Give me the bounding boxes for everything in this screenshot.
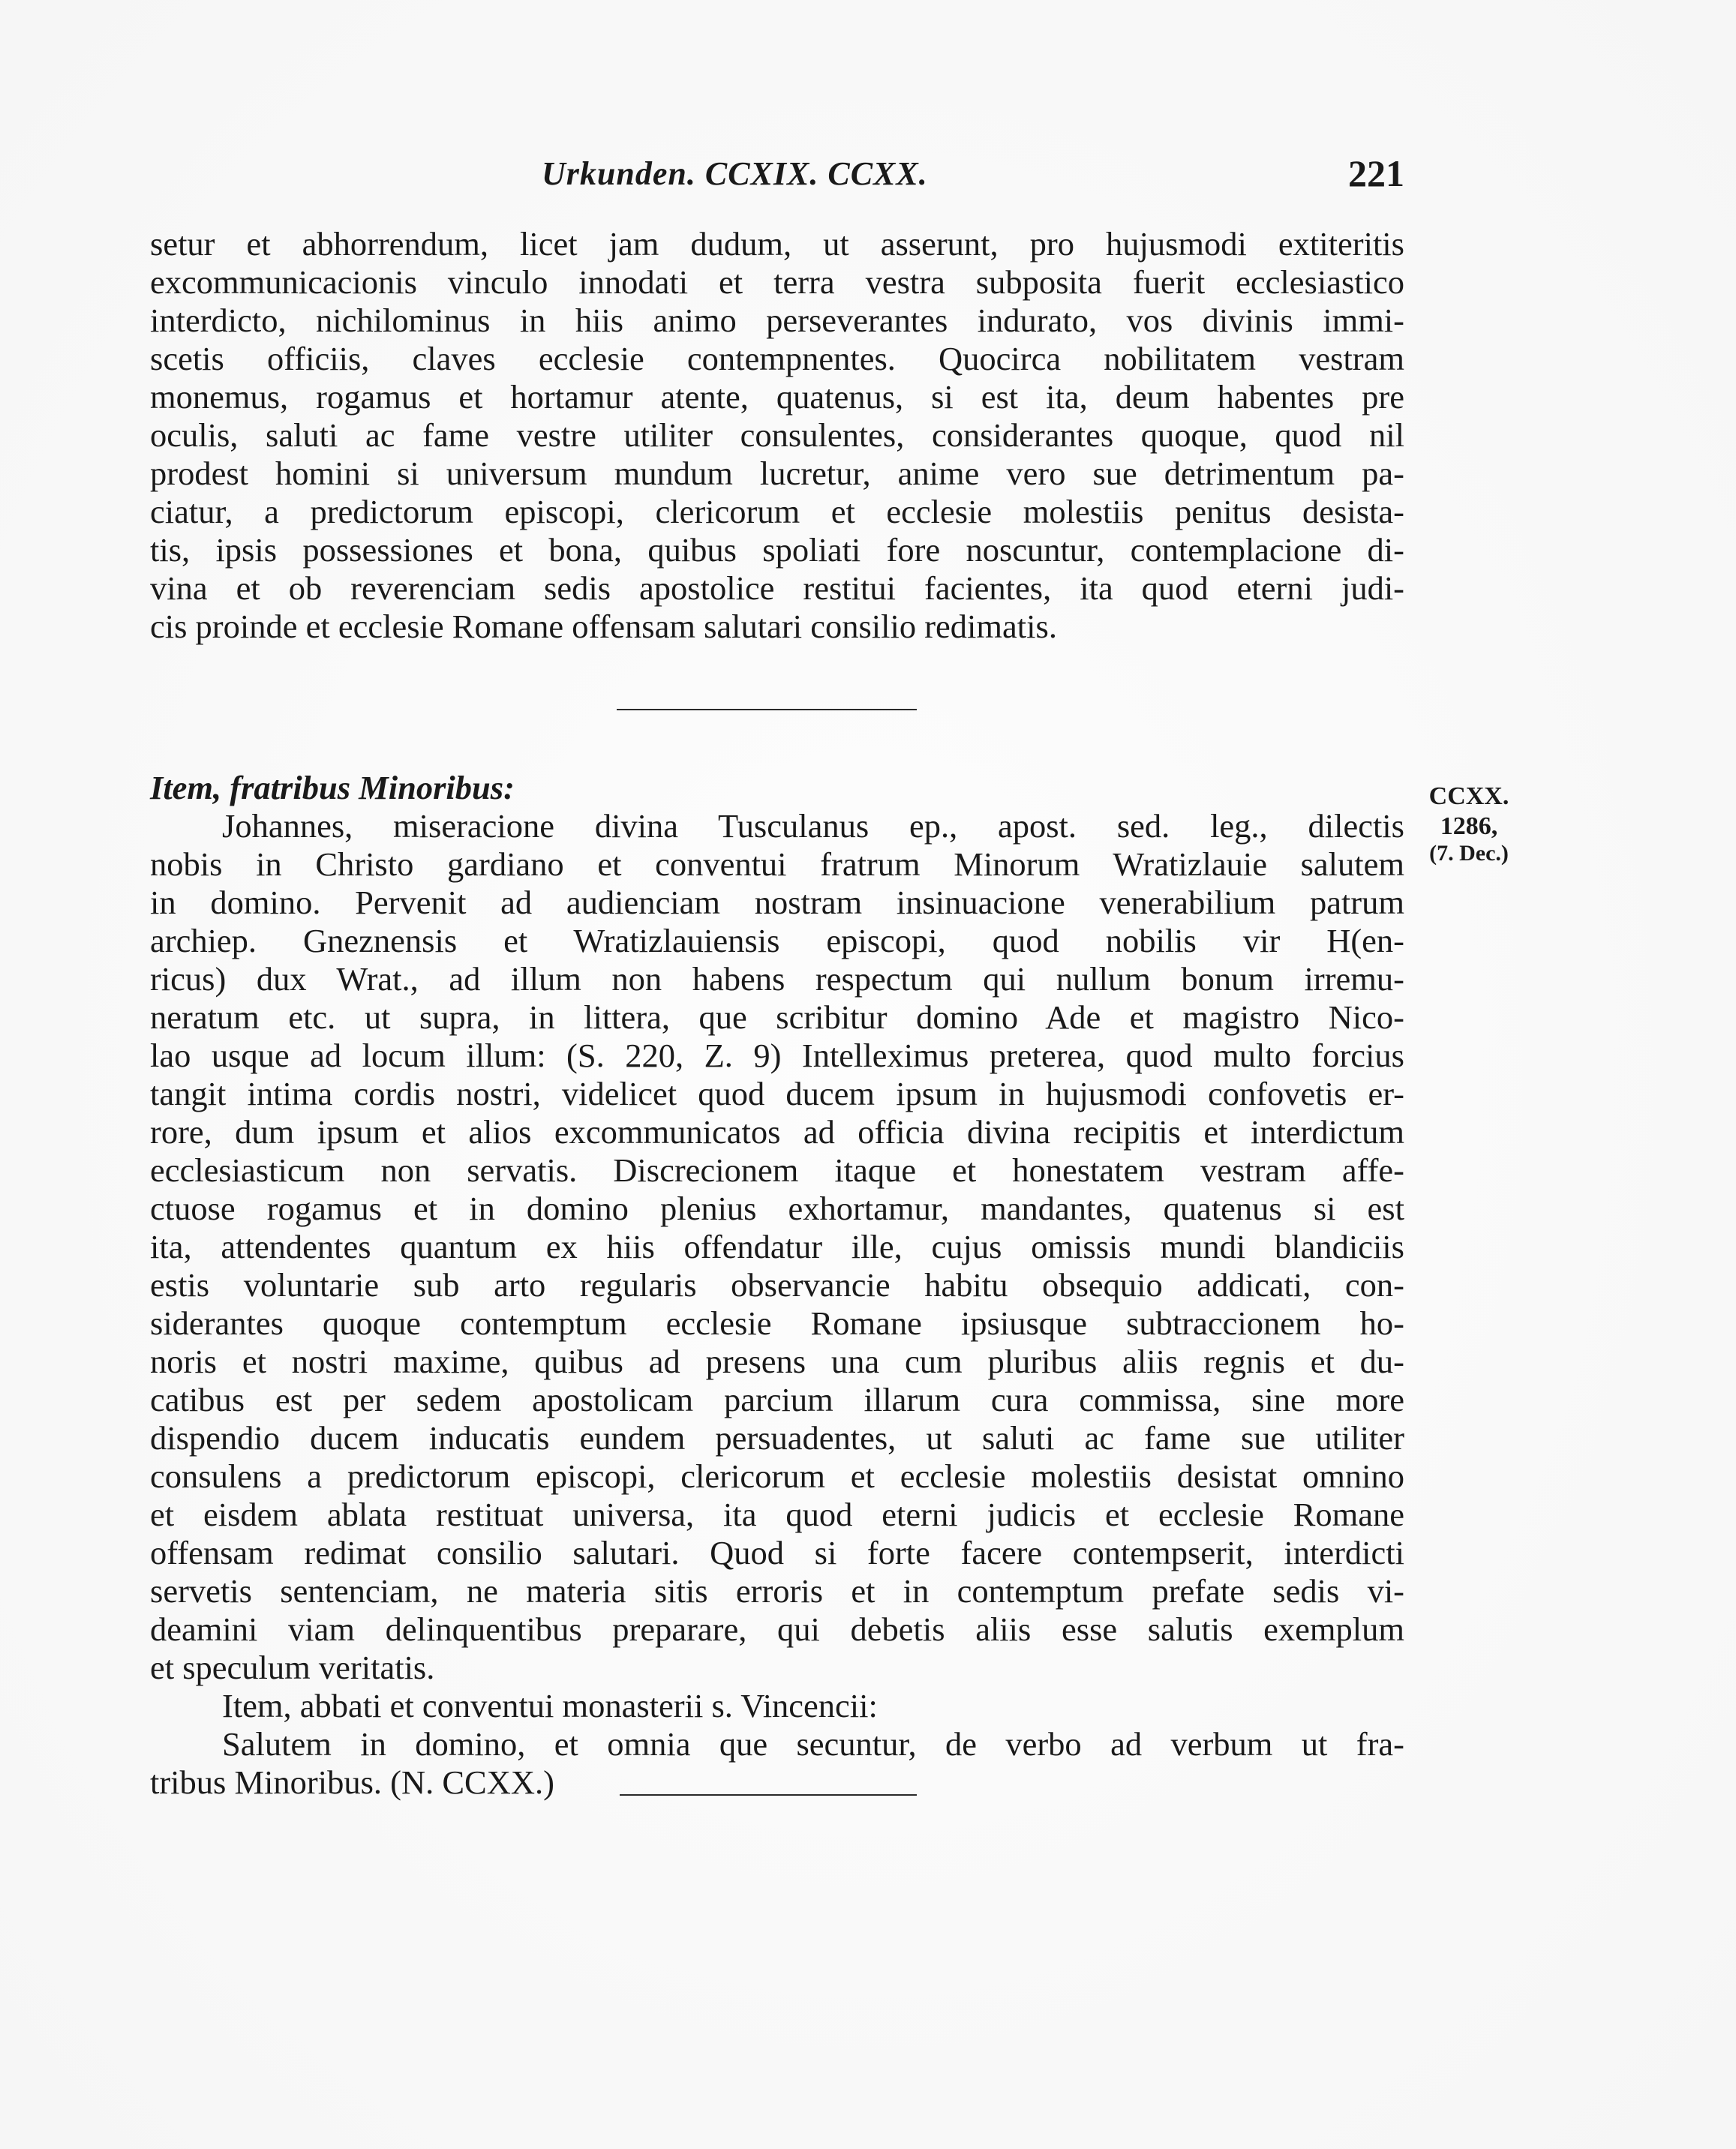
running-head: Urkunden. CCXIX. CCXX. [542, 155, 928, 192]
text-line: setur et abhorrendum, licet jam dudum, ut asserunt, pro hujusmodi extiteritis [150, 225, 1404, 263]
doc-date: (7. Dec.) [1429, 841, 1509, 866]
text-line: prodest homini si universum mundum lucretur, anime vero sue detrimentum pa- [150, 455, 1404, 492]
text-block-2 [150, 769, 1404, 1802]
text-line: archiep. Gneznensis et Wratizlauiensis episcopi, quod nobilis vir H(en- [150, 922, 1404, 959]
text-line: tribus Minoribus. (N. CCXX.) [150, 1763, 554, 1801]
text-line: et speculum veritatis. [150, 1649, 435, 1686]
margin-annotation [1420, 783, 1518, 867]
section-divider [617, 709, 917, 710]
text-line: neratum etc. ut supra, in littera, que scribitur domino Ade et magistro Nico- [150, 998, 1404, 1036]
doc-number: CCXX. [1428, 782, 1509, 810]
text-line: noris et nostri maxime, quibus ad presens una cum pluribus aliis regnis et du- [150, 1343, 1404, 1380]
text-line: Item, abbati et conventui monasterii s. Vincencii: [222, 1687, 878, 1724]
page-header [150, 152, 1404, 200]
text-line: Johannes, miseracione divina Tusculanus ep., apost. sed. leg., dilectis [222, 807, 1404, 845]
text-line: et eisdem ablata restituat universa, ita quod eterni judicis et ecclesie Romane [150, 1496, 1404, 1533]
text-line: estis voluntarie sub arto regularis observancie habitu obsequio addicati, con- [150, 1266, 1404, 1304]
text-line: consulens a predictorum episcopi, clericorum et ecclesie molestiis desistat omnino [150, 1457, 1404, 1495]
section-heading: Item, fratribus Minoribus: [150, 769, 515, 806]
text-line: cis proinde et ecclesie Romane offensam salutari consilio redimatis. [150, 608, 1057, 645]
text-line: tis, ipsis possessiones et bona, quibus spoliati fore noscuntur, contemplacione di- [150, 531, 1404, 569]
text-line: deamini viam delinquentibus preparare, qui debetis aliis esse salutis exemplum [150, 1610, 1404, 1648]
text-line: offensam redimat consilio salutari. Quod si forte facere contempserit, interdicti [150, 1534, 1404, 1571]
text-line: vina et ob reverenciam sedis apostolice restitui facientes, ita quod eterni judi- [150, 569, 1404, 607]
text-line: interdicto, nichilominus in hiis animo perseverantes indurato, vos divinis immi- [150, 302, 1404, 339]
text-line: nobis in Christo gardiano et conventui fratrum Minorum Wratizlauie salutem [150, 845, 1404, 883]
text-line: catibus est per sedem apostolicam parcium illarum cura commissa, sine more [150, 1381, 1404, 1418]
doc-year: 1286, [1440, 812, 1498, 840]
text-line: in domino. Pervenit ad audienciam nostram insinuacione venerabilium patrum [150, 884, 1404, 921]
text-line: siderantes quoque contemptum ecclesie Romane ipsiusque subtraccionem ho- [150, 1304, 1404, 1342]
text-line: ricus) dux Wrat., ad illum non habens respectum qui nullum bonum irremu- [150, 960, 1404, 998]
text-line: excommunicacionis vinculo innodati et terra vestra subposita fuerit ecclesiastico [150, 263, 1404, 301]
text-line: lao usque ad locum illum: (S. 220, Z. 9) Intelleximus preterea, quod multo forcius [150, 1037, 1404, 1074]
text-line: tangit intima cordis nostri, videlicet quod ducem ipsum in hujusmodi confovetis er- [150, 1075, 1404, 1112]
bleed-through-texture [155, 720, 162, 755]
page-number: 221 [1348, 152, 1404, 194]
text-line: ecclesiasticum non servatis. Discrecionem itaque et honestatem vestram affe- [150, 1151, 1404, 1189]
text-line: ciatur, a predictorum episcopi, clericorum et ecclesie molestiis penitus desista- [150, 493, 1404, 530]
text-line: dispendio ducem inducatis eundem persuadentes, ut saluti ac fame sue utiliter [150, 1419, 1404, 1457]
text-line: Salutem in domino, et omnia que secuntur, de verbo ad verbum ut fra- [222, 1725, 1404, 1763]
text-block-1 [150, 225, 1404, 646]
text-line: ita, attendentes quantum ex hiis offendatur ille, cujus omissis mundi blandiciis [150, 1228, 1404, 1265]
text-line: rore, dum ipsum et alios excommunicatos ad officia divina recipitis et interdictum [150, 1113, 1404, 1151]
text-line: servetis sentenciam, ne materia sitis erroris et in contemptum prefate sedis vi- [150, 1572, 1404, 1610]
closing-divider [620, 1794, 917, 1796]
text-line: oculis, saluti ac fame vestre utiliter consulentes, considerantes quoque, quod nil [150, 416, 1404, 454]
text-line: scetis officiis, claves ecclesie contempnentes. Quocirca nobilitatem vestram [150, 340, 1404, 377]
text-line: monemus, rogamus et hortamur atente, quatenus, si est ita, deum habentes pre [150, 378, 1404, 416]
text-line: ctuose rogamus et in domino plenius exhortamur, mandantes, quatenus si est [150, 1190, 1404, 1227]
